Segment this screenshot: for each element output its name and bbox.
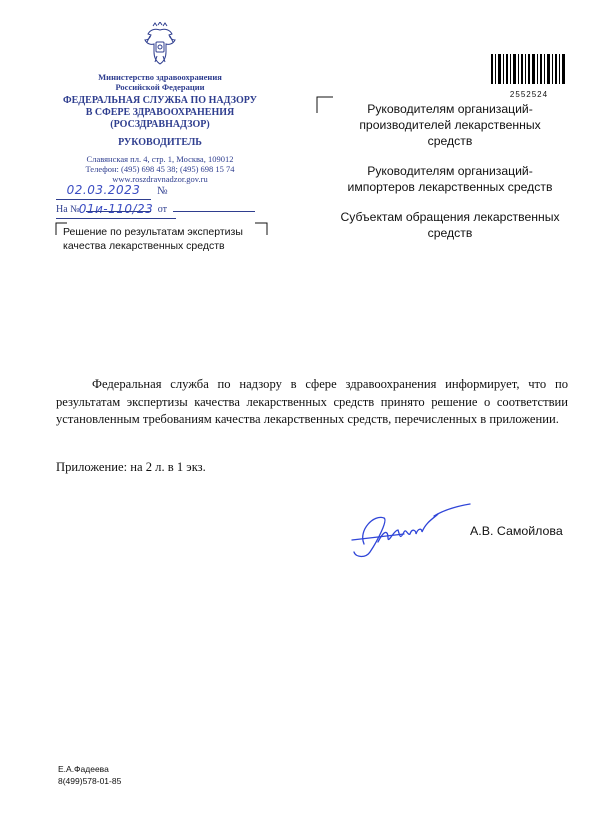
head-title: РУКОВОДИТЕЛЬ xyxy=(118,137,202,148)
ministry-name-line1: Министерство здравоохранения xyxy=(98,72,222,82)
service-name xyxy=(40,95,280,131)
signatory-name: А.В. Самойлова xyxy=(470,524,563,538)
service-name-line3: (РОСЗДРАВНАДЗОР) xyxy=(110,119,210,130)
letter-body xyxy=(56,376,568,429)
recipient-importers: Руководителям организаций-импортеров лекарственных средств xyxy=(347,164,553,194)
recipient-circulation-subjects: Субъектам обращения лекарственных средств xyxy=(340,210,560,240)
reply-reference-line xyxy=(56,204,276,215)
reply-no-blank xyxy=(86,211,151,212)
barcode-number: 2552524 xyxy=(509,90,549,99)
address: Славянская пл. 4, стр. 1, Москва, 109012 xyxy=(86,154,234,164)
website: www.roszdravnadzor.gov.ru xyxy=(112,174,208,184)
subject-line2: качества лекарственных средств xyxy=(63,240,225,252)
attachment-note: Приложение: на 2 л. в 1 экз. xyxy=(56,460,206,474)
body-paragraph: Федеральная служба по надзору в сфере здравоохранения информирует, что по результатам экспертизы качества лекарственных средств принято решение о соответствии установленным требованиям качества лекарственных средств, перечисленных в приложении. xyxy=(56,377,568,426)
subject-line1: Решение по результатам экспертизы xyxy=(63,226,243,238)
recipient-manufacturers: Руководителям организаций-производителей лекарственных средств xyxy=(359,102,541,148)
reply-date-blank xyxy=(173,211,255,212)
executor-phone: 8(499)578-01-85 xyxy=(58,776,122,786)
coat-of-arms-emblem-icon xyxy=(141,22,179,68)
contact-block xyxy=(40,154,280,184)
barcode xyxy=(491,54,567,99)
recipients-block xyxy=(340,101,560,255)
reg-number-handwritten: 01и-110/23 xyxy=(78,202,154,216)
reply-from-label: от xyxy=(157,204,167,215)
executor-name: Е.А.Фадеева xyxy=(58,764,109,774)
letterhead xyxy=(40,22,280,184)
recipient-corner-bracket xyxy=(316,96,336,114)
barcode-bars xyxy=(491,54,567,84)
letter-subject xyxy=(63,225,243,253)
reg-no-label: № xyxy=(157,185,168,197)
reg-date-handwritten: 02.03.2023 xyxy=(66,183,141,197)
handwritten-signature xyxy=(348,500,473,562)
phone: Телефон: (495) 698 45 38; (495) 698 15 74 xyxy=(85,164,235,174)
service-name-line2: В СФЕРЕ ЗДРАВООХРАНЕНИЯ xyxy=(85,107,235,118)
reply-no-label: На № xyxy=(56,204,80,215)
ministry-name-line2: Российской Федерации xyxy=(115,82,205,92)
service-name-line1: ФЕДЕРАЛЬНАЯ СЛУЖБА ПО НАДЗОРУ xyxy=(63,95,257,106)
reg-date-field xyxy=(56,181,151,200)
executor-block xyxy=(58,763,121,787)
